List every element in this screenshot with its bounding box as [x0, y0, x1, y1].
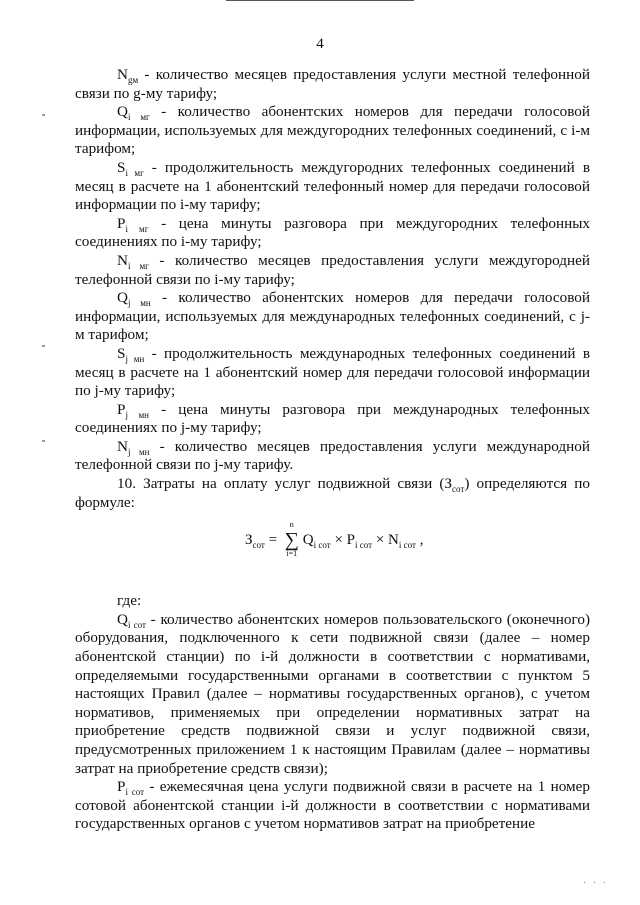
margin-mark — [42, 114, 45, 116]
definitions-list — [75, 66, 590, 475]
top-rule — [226, 0, 414, 1]
definition-p-img: $P_{i мг}$ - цена минуты разговора при междугородних телефонных соединениях по i-му тарифу; — [75, 214, 591, 251]
definition-n-gm: $N_{gм}$ - количество месяцев предоставления услуги местной телефонной связи по g-му тарифу; — [75, 66, 590, 102]
formula: $З_{сот}$ = n ∑ i=1 $Q_{i сот} \times P_{i сот} \times N_{i сот}$ , — [245, 520, 424, 559]
definition-s-img: $S_{i мг}$ - продолжительность междугородних телефонных соединений в месяц в расчете на 1 абонентский телефонный номер для передачи голосовой информации по i-му тарифу; — [75, 158, 590, 214]
formula-block — [75, 520, 590, 570]
item-10-heading: 10. Затраты на оплату услуг подвижной связи $(З_{сот})$ определяются по формуле: — [75, 475, 590, 511]
margin-mark — [42, 345, 45, 347]
definition-q-img: $Q_{i мг}$ - количество абонентских номеров для передачи голосовой информации, используемых для междугородних телефонных соединений, с i-м тарифом; — [75, 103, 591, 158]
page-number: 4 — [316, 36, 324, 52]
margin-mark — [42, 440, 45, 442]
definition-p-jmn: $P_{j мн}$ - цена минуты разговора при международных телефонных соединениях по j-му тарифу; — [75, 400, 591, 437]
sum-sign: n ∑ i=1 — [284, 520, 299, 559]
definition-q-jmn: $Q_{j мн}$ - количество абонентских номеров для передачи голосовой информации, используемых для международных телефонных соединений, с j-м тарифом; — [75, 289, 591, 344]
definition-n-img: $N_{i мг}$ - количество месяцев предоставления услуги междугородней телефонной связи по i-му тарифу; — [75, 251, 590, 288]
definition-p-isot: $P_{i сот}$ - ежемесячная цена услуги подвижной связи в расчете на 1 номер сотовой абонентской станции i-й должности в соответствии с нормативами государственных органов с учетом нормативов затрат на приобретение — [75, 778, 590, 833]
definition-s-jmn: $S_{j мн}$ - продолжительность международных телефонных соединений в месяц в расчете на 1 абонентский номер для передачи голосовой информации по j-му тарифу; — [75, 344, 590, 400]
where-label: где: — [117, 592, 142, 610]
scan-artifact: · · · — [583, 878, 608, 889]
definition-n-jmn: $N_{j мн}$ - количество месяцев предоставления услуги международной телефонной связи по j-му тарифу. — [75, 437, 590, 474]
definition-q-isot: $Q_{i сот}$ - количество абонентских номеров пользовательского (оконечного) оборудования, подключенного к сети подвижной связи (далее – номер абонентской станции) по i-й должности в соответствии с нормативами, определяемыми государственными органами в соответствии с пунктом 5 настоящих Правил (далее – нормативы государственных органов), с учетом нормативов, применяемых при определении нормативных затрат на приобретение средств подвижной связи и услуг подвижной связи, предусмотренных приложением 1 к настоящим Правилам (далее – нормативы затрат на приобретение средств связи); — [75, 610, 590, 777]
document-body — [75, 66, 590, 834]
